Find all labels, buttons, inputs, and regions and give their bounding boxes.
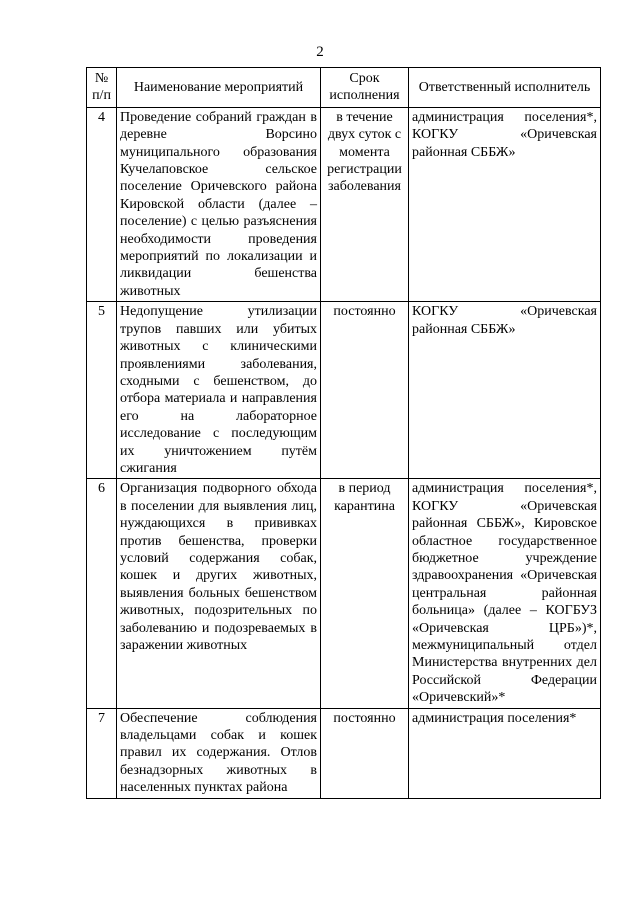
measure-name: Проведение собраний граждан в деревне Ворсино муниципального образования Кучелаповское сельское поселение Оричевского района Кировской области (далее – поселение) с целью разъяснения необходимости проведения мероприятий по локализации и ликвидации бешенства животных [117, 107, 321, 301]
table-row [87, 708, 601, 798]
table-row [87, 302, 601, 479]
row-number: 6 [87, 479, 117, 708]
measure-name: Обеспечение соблюдения владельцами собак и кошек правил их содержания. Отлов безнадзорных животных в населенных пунктах района [117, 708, 321, 798]
header-responsible: Ответственный исполнитель [409, 68, 601, 108]
measure-term: постоянно [321, 302, 409, 479]
measure-name: Организация подворного обхода в поселении для выявления лиц, нуждающихся в прививках против бешенства, проверки условий содержания собак, кошек и других животных, выявления больных бешенством животных, подозрительных по заболеванию и подозреваемых в заражении животных [117, 479, 321, 708]
measure-responsible: администрация поселения*, КОГКУ «Оричевская районная СББЖ», Кировское областное государственное бюджетное учреждение здравоохранения «Оричевская центральная районная больница» (далее – КОГБУЗ «Оричевская ЦРБ»)*, межмуниципальный отдел Министерства внутренних дел Российской Федерации «Оричевский»* [409, 479, 601, 708]
row-number: 7 [87, 708, 117, 798]
measure-name: Недопущение утилизации трупов павших или убитых животных с клиническими проявлениями заболевания, сходными с бешенством, до отбора материала и направления его на лабораторное исследование с последующим их уничтожением путём сжигания [117, 302, 321, 479]
table-header-row [87, 68, 601, 108]
header-term: Срок исполнения [321, 68, 409, 108]
header-name: Наименование мероприятий [117, 68, 321, 108]
measure-term: постоянно [321, 708, 409, 798]
row-number: 4 [87, 107, 117, 301]
measure-responsible: администрация поселения*, КОГКУ «Оричевская районная СББЖ» [409, 107, 601, 301]
measure-term: в течение двух суток с момента регистрации заболевания [321, 107, 409, 301]
table-row [87, 479, 601, 708]
measure-responsible: КОГКУ «Оричевская районная СББЖ» [409, 302, 601, 479]
row-number: 5 [87, 302, 117, 479]
measures-table [86, 67, 601, 799]
page-number: 2 [316, 44, 324, 60]
measure-term: в период карантина [321, 479, 409, 708]
measure-responsible: администрация поселения* [409, 708, 601, 798]
header-number-abbr: п/п [92, 88, 111, 104]
header-number-symbol: № [94, 71, 109, 86]
table-row [87, 107, 601, 301]
header-number [87, 68, 117, 108]
